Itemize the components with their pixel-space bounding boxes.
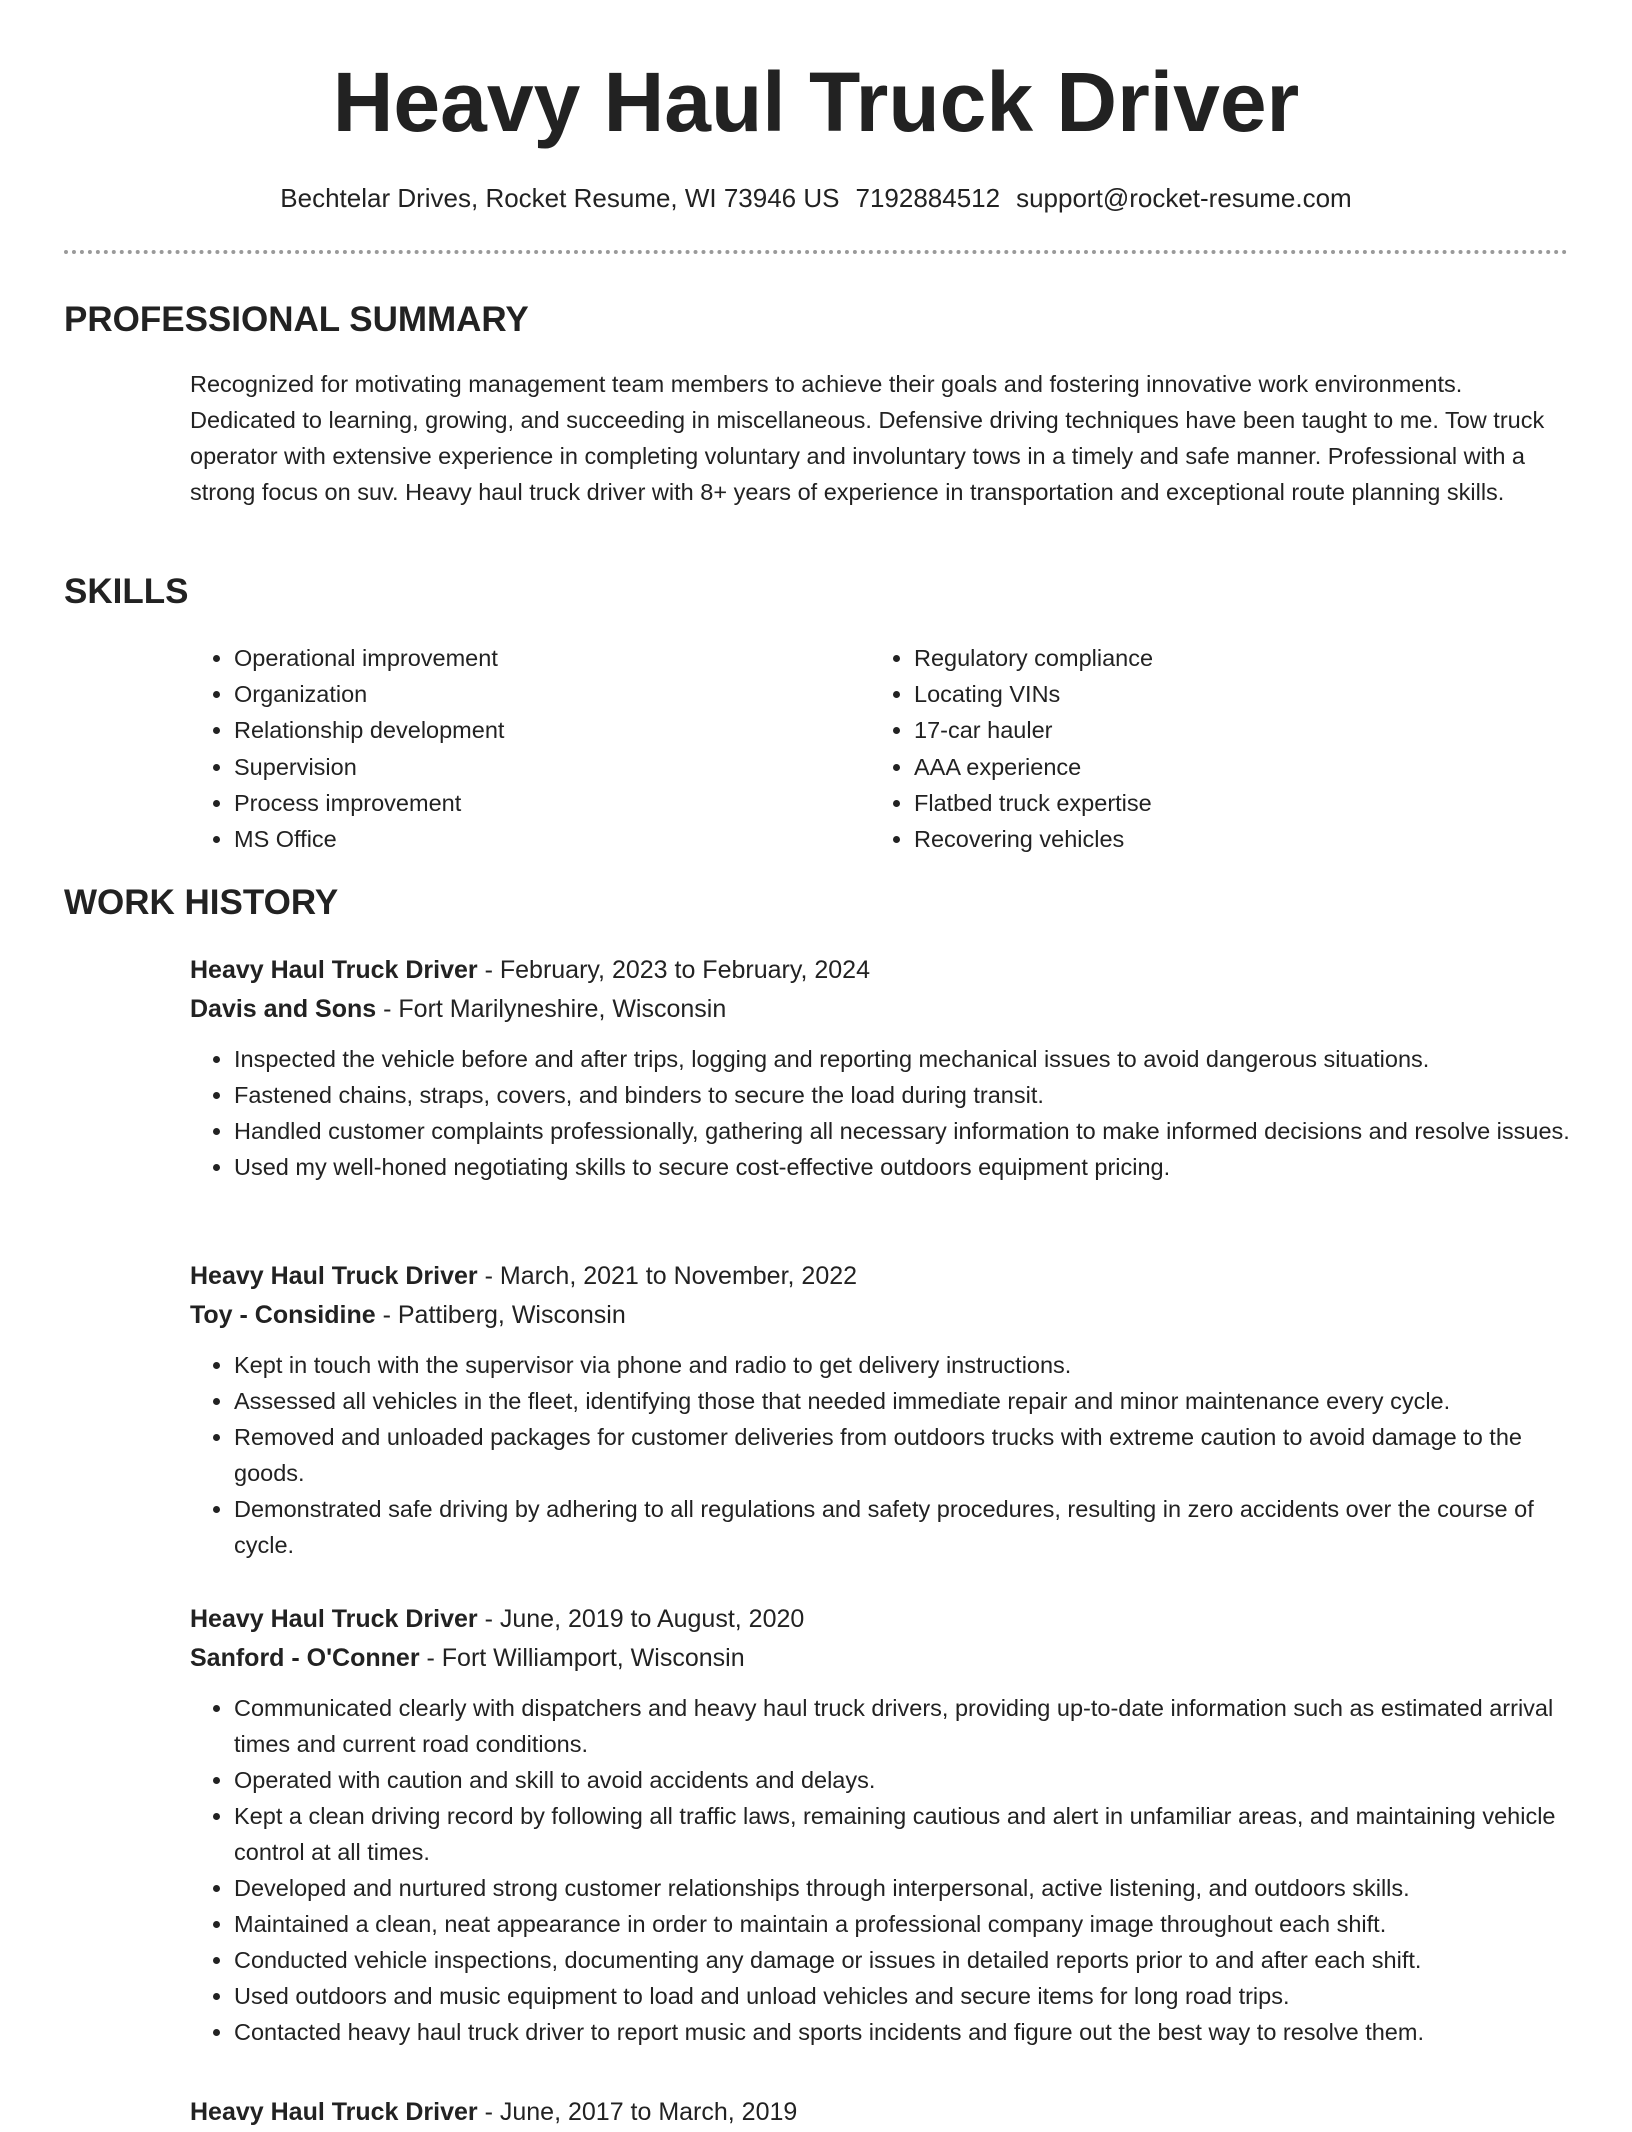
job-dates: - June, 2017 to March, 2019	[477, 2098, 798, 2126]
duty-item: • Used my well-honed negotiating skills to secure cost-effective outdoors equipment pricing.	[234, 1149, 1570, 1185]
skill-item: • Operational improvement	[234, 640, 794, 676]
job-location: - Fort Williamport, Wisconsin	[419, 1644, 745, 1672]
job-entry	[190, 951, 1570, 1185]
job-location: - Pattiberg, Wisconsin	[375, 1301, 626, 1329]
job-title-line	[190, 1257, 1570, 1296]
contact-phone: 7192884512	[855, 183, 1001, 213]
job-company-line	[190, 990, 1570, 1029]
skills-heading: SKILLS	[64, 572, 189, 611]
skill-item: • Recovering vehicles	[914, 821, 1474, 857]
duty-item: • Communicated clearly with dispatchers and heavy haul truck drivers, providing up-to-date information such as estimated arrival times and current road conditions.	[234, 1690, 1570, 1762]
contact-line	[0, 180, 1632, 216]
job-entry	[190, 2093, 1570, 2132]
duty-item: • Developed and nurtured strong customer relationships through interpersonal, active listening, and outdoors skills.	[234, 1870, 1570, 1906]
duty-item: • Fastened chains, straps, covers, and binders to secure the load during transit.	[234, 1077, 1570, 1113]
job-dates: - February, 2023 to February, 2024	[477, 956, 870, 984]
duty-item: • Conducted vehicle inspections, documenting any damage or issues in detailed reports prior to and after each shift.	[234, 1942, 1570, 1978]
skills-list-right	[870, 640, 1474, 857]
job-title: Heavy Haul Truck Driver	[190, 2098, 478, 2126]
skill-item: • Organization	[234, 676, 794, 712]
summary-text: Recognized for motivating management team members to achieve their goals and fostering innovative work environments. Dedicated to learning, growing, and succeeding in miscellaneous. Defensive driving techniques have been taught to me. Tow truck operator with extensive experience in completing voluntary and involuntary tows in a timely and safe manner. Professional with a strong focus on suv. Heavy haul truck driver with 8+ years of experience in transportation and exceptional route planning skills.	[190, 371, 1545, 505]
work-history-heading: WORK HISTORY	[64, 883, 339, 922]
job-duties	[190, 1041, 1570, 1185]
skill-item: • 17-car hauler	[914, 712, 1474, 748]
job-company-line	[190, 1296, 1570, 1335]
resume-name: Heavy Haul Truck Driver	[332, 55, 1300, 149]
job-dates: - June, 2019 to August, 2020	[477, 1605, 805, 1633]
duty-item: • Maintained a clean, neat appearance in order to maintain a professional company image throughout each shift.	[234, 1906, 1570, 1942]
duty-item: • Handled customer complaints professionally, gathering all necessary information to make informed decisions and resolve issues.	[234, 1113, 1570, 1149]
duty-item: • Inspected the vehicle before and after trips, logging and reporting mechanical issues to avoid dangerous situations.	[234, 1041, 1570, 1077]
duty-item: • Kept in touch with the supervisor via phone and radio to get delivery instructions.	[234, 1347, 1570, 1383]
contact-address: Bechtelar Drives, Rocket Resume, WI 73946 US	[280, 183, 840, 213]
duty-item: • Demonstrated safe driving by adhering to all regulations and safety procedures, resulting in zero accidents over the course of cycle.	[234, 1491, 1570, 1563]
duty-item: • Kept a clean driving record by following all traffic laws, remaining cautious and alert in unfamiliar areas, and maintaining vehicle control at all times.	[234, 1798, 1570, 1870]
duty-item: • Operated with caution and skill to avoid accidents and delays.	[234, 1762, 1570, 1798]
job-title: Heavy Haul Truck Driver	[190, 1605, 478, 1633]
skill-item: • Flatbed truck expertise	[914, 785, 1474, 821]
summary-heading: PROFESSIONAL SUMMARY	[64, 300, 529, 339]
skill-item: • Locating VINs	[914, 676, 1474, 712]
job-entry	[190, 1257, 1570, 1563]
skills-list-left	[190, 640, 794, 857]
job-dates: - March, 2021 to November, 2022	[477, 1262, 858, 1290]
job-company: Davis and Sons	[190, 995, 377, 1023]
duty-item: • Contacted heavy haul truck driver to report music and sports incidents and figure out the best way to resolve them.	[234, 2014, 1570, 2050]
duty-item: • Assessed all vehicles in the fleet, identifying those that needed immediate repair and minor maintenance every cycle.	[234, 1383, 1570, 1419]
skill-item: • Process improvement	[234, 785, 794, 821]
job-company-line	[190, 1639, 1570, 1678]
job-company: Sanford - O'Conner	[190, 1644, 420, 1672]
job-duties	[190, 1347, 1570, 1563]
job-title-line	[190, 1600, 1570, 1639]
job-title-line	[190, 2093, 1570, 2132]
job-location: - Fort Marilyneshire, Wisconsin	[376, 995, 727, 1023]
job-entry	[190, 1600, 1570, 2050]
duty-item: • Removed and unloaded packages for customer deliveries from outdoors trucks with extreme caution to avoid damage to the goods.	[234, 1419, 1570, 1491]
skill-item: • Supervision	[234, 749, 794, 785]
job-title: Heavy Haul Truck Driver	[190, 1262, 478, 1290]
job-company: Toy - Considine	[190, 1301, 376, 1329]
duty-item: • Used outdoors and music equipment to load and unload vehicles and secure items for long road trips.	[234, 1978, 1570, 2014]
header-divider	[64, 250, 1568, 254]
skill-item: • MS Office	[234, 821, 794, 857]
skill-item: • Regulatory compliance	[914, 640, 1474, 676]
skill-item: • AAA experience	[914, 749, 1474, 785]
job-title: Heavy Haul Truck Driver	[190, 956, 478, 984]
job-duties	[190, 1690, 1570, 2050]
contact-email: support@rocket-resume.com	[1016, 183, 1352, 213]
skill-item: • Relationship development	[234, 712, 794, 748]
job-title-line	[190, 951, 1570, 990]
